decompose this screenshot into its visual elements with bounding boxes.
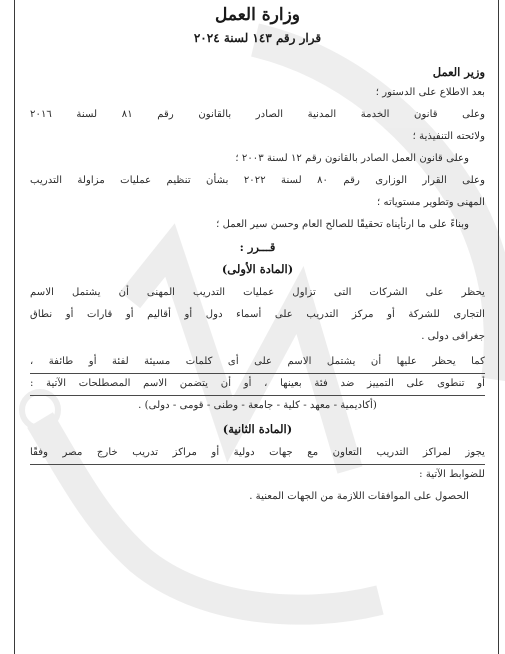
text-underline xyxy=(30,373,485,374)
article-text-line: للضوابط الآتية : xyxy=(419,469,485,480)
article-heading: (المادة الثانية) xyxy=(222,422,293,436)
preamble-line: وعلى قانون الخدمة المدنية الصادر بالقانون رقم ٨١ لسنة ٢٠١٦ xyxy=(30,109,485,120)
preamble-line: وعلى قانون العمل الصادر بالقانون رقم ١٢ لسنة ٢٠٠٣ ؛ xyxy=(235,153,469,164)
article-text-line: (أكاديمية - معهد - كلية - جامعة - وطنى - قومى - دولى) . xyxy=(138,400,377,411)
article-text-line: يحظر على الشركات التى تزاول عمليات التدريب المهنى أن يشتمل الاسم xyxy=(30,287,485,298)
preamble-line: ولائحته التنفيذية ؛ xyxy=(412,131,485,142)
article-text-line: جغرافى دولى . xyxy=(421,331,485,342)
article-text-line: كما يحظر عليها أن يشتمل الاسم على أى كلمات مسيئة لفئة أو طائفة ، xyxy=(30,356,485,367)
preamble-line: وعلى القرار الوزارى رقم ٨٠ لسنة ٢٠٢٢ بشأن تنظيم عمليات مزاولة التدريب xyxy=(30,175,485,186)
decree-title: قرار رقم ١٤٣ لسنة ٢٠٢٤ xyxy=(193,31,322,45)
ministry-title: وزارة العمل xyxy=(215,5,300,25)
issuer-heading: وزير العمل xyxy=(432,65,485,79)
article-text-line: التجارى للشركة أو مركز التدريب على أسماء دول أو أقاليم أو قارات أو نطاق xyxy=(30,309,485,320)
article-text-line: يجوز لمراكز التدريب التعاون مع جهات دولية أو مراكز تدريب خارج مصر وفقًا xyxy=(30,447,485,458)
text-underline xyxy=(30,395,485,396)
article-text-line: الحصول على الموافقات اللازمة من الجهات المعنية . xyxy=(249,491,469,502)
right-margin-line xyxy=(498,0,499,654)
article-heading: (المادة الأولى) xyxy=(221,262,294,276)
article-text-line: أو تنطوى على التمييز ضد فئة بعينها ، أو أن يتضمن الاسم المصطلحات الآتية : xyxy=(30,378,485,389)
preamble-line: وبناءً على ما ارتأيناه تحقيقًا للصالح العام وحسن سير العمل ؛ xyxy=(216,219,469,230)
left-margin-line xyxy=(14,0,15,654)
preamble-line: المهنى وتطوير مستوياته ؛ xyxy=(377,197,485,208)
text-underline xyxy=(30,464,485,465)
preamble-line: بعد الاطلاع على الدستور ؛ xyxy=(375,87,485,98)
decision-label: قـــرر : xyxy=(239,240,276,254)
